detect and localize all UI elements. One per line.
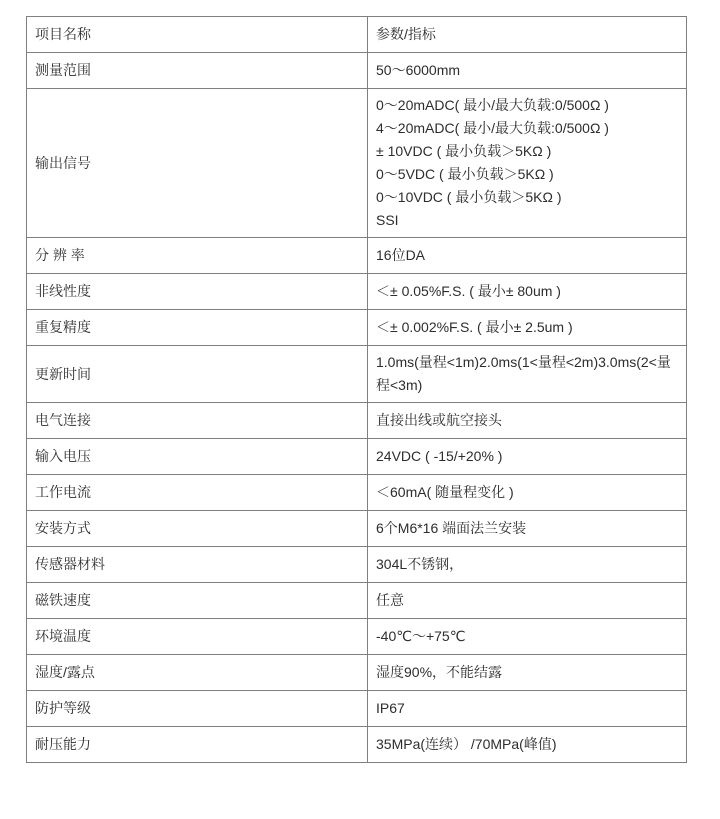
spec-label-cell: 环境温度 <box>27 619 368 655</box>
spec-value-cell <box>368 274 687 310</box>
spec-value-line: 1.0ms(量程<1m)2.0ms(1<量程<2m)3.0ms(2<量程<3m) <box>376 354 671 393</box>
table-row <box>27 89 687 238</box>
table-row <box>27 691 687 727</box>
spec-value-cell <box>368 583 687 619</box>
spec-label-cell: 测量范围 <box>27 53 368 89</box>
spec-value-cell <box>368 310 687 346</box>
spec-label-cell: 湿度/露点 <box>27 655 368 691</box>
spec-value-line: ± 10VDC ( 最小负载＞5KΩ ) <box>376 143 552 159</box>
table-header-row <box>27 17 687 53</box>
spec-value-line: ＜± 0.002%F.S. ( 最小± 2.5um ) <box>376 319 573 335</box>
spec-value-cell <box>368 53 687 89</box>
spec-value-cell <box>368 346 687 403</box>
spec-value-line: 35MPa(连续） /70MPa(峰值) <box>376 736 557 752</box>
spec-value-cell <box>368 511 687 547</box>
spec-value-line: SSI <box>376 212 399 228</box>
table-row <box>27 53 687 89</box>
table-row <box>27 403 687 439</box>
spec-value-line: 0～5VDC ( 最小负载＞5KΩ ) <box>376 166 554 182</box>
spec-value-line: 0～10VDC ( 最小负载＞5KΩ ) <box>376 189 562 205</box>
spec-label-cell: 重复精度 <box>27 310 368 346</box>
spec-label-cell: 更新时间 <box>27 346 368 403</box>
table-row <box>27 274 687 310</box>
spec-label-cell: 传感器材料 <box>27 547 368 583</box>
spec-value-cell <box>368 439 687 475</box>
spec-label-cell: 安装方式 <box>27 511 368 547</box>
spec-value-line: 24VDC ( -15/+20% ) <box>376 448 503 464</box>
header-parameter-cell: 参数/指标 <box>368 17 687 53</box>
header-item-name-cell: 项目名称 <box>27 17 368 53</box>
spec-value-line: 304L不锈钢， <box>376 556 464 572</box>
spec-label-cell: 输入电压 <box>27 439 368 475</box>
table-row <box>27 346 687 403</box>
spec-value-cell <box>368 691 687 727</box>
spec-value-cell <box>368 238 687 274</box>
spec-label-cell: 电气连接 <box>27 403 368 439</box>
spec-value-cell <box>368 475 687 511</box>
table-row <box>27 511 687 547</box>
spec-value-line: ＜60mA( 随量程变化 ) <box>376 484 514 500</box>
table-row <box>27 310 687 346</box>
table-row <box>27 655 687 691</box>
spec-value-line: ＜± 0.05%F.S. ( 最小± 80um ) <box>376 283 561 299</box>
spec-value-line: 湿度90%，不能结露 <box>376 664 503 680</box>
table-row <box>27 727 687 763</box>
spec-value-line: 50～6000mm <box>376 62 461 78</box>
spec-value-line: 任意 <box>376 592 404 608</box>
spec-label-cell: 非线性度 <box>27 274 368 310</box>
table-row <box>27 583 687 619</box>
spec-value-line: 6个M6*16 端面法兰安装 <box>376 520 527 536</box>
spec-value-cell <box>368 89 687 238</box>
table-row <box>27 439 687 475</box>
table-row <box>27 238 687 274</box>
spec-value-line: -40℃～+75℃ <box>376 628 466 644</box>
spec-label-cell: 磁铁速度 <box>27 583 368 619</box>
spec-value-cell <box>368 547 687 583</box>
spec-value-line: IP67 <box>376 700 405 716</box>
spec-value-cell <box>368 655 687 691</box>
spec-value-line: 16位DA <box>376 247 426 263</box>
table-row <box>27 619 687 655</box>
spec-table <box>26 16 687 763</box>
table-row <box>27 547 687 583</box>
spec-label-cell: 分 辨 率 <box>27 238 368 274</box>
spec-label-cell: 防护等级 <box>27 691 368 727</box>
spec-value-cell <box>368 727 687 763</box>
spec-table-body <box>27 17 687 763</box>
spec-value-cell <box>368 403 687 439</box>
spec-value-line: 0～20mADC( 最小/最大负载:0/500Ω ) <box>376 97 609 113</box>
spec-value-line: 4～20mADC( 最小/最大负载:0/500Ω ) <box>376 120 609 136</box>
spec-value-line: 直接出线或航空接头 <box>376 412 502 428</box>
spec-label-cell: 输出信号 <box>27 89 368 238</box>
spec-label-cell: 耐压能力 <box>27 727 368 763</box>
spec-label-cell: 工作电流 <box>27 475 368 511</box>
table-row <box>27 475 687 511</box>
spec-value-cell <box>368 619 687 655</box>
